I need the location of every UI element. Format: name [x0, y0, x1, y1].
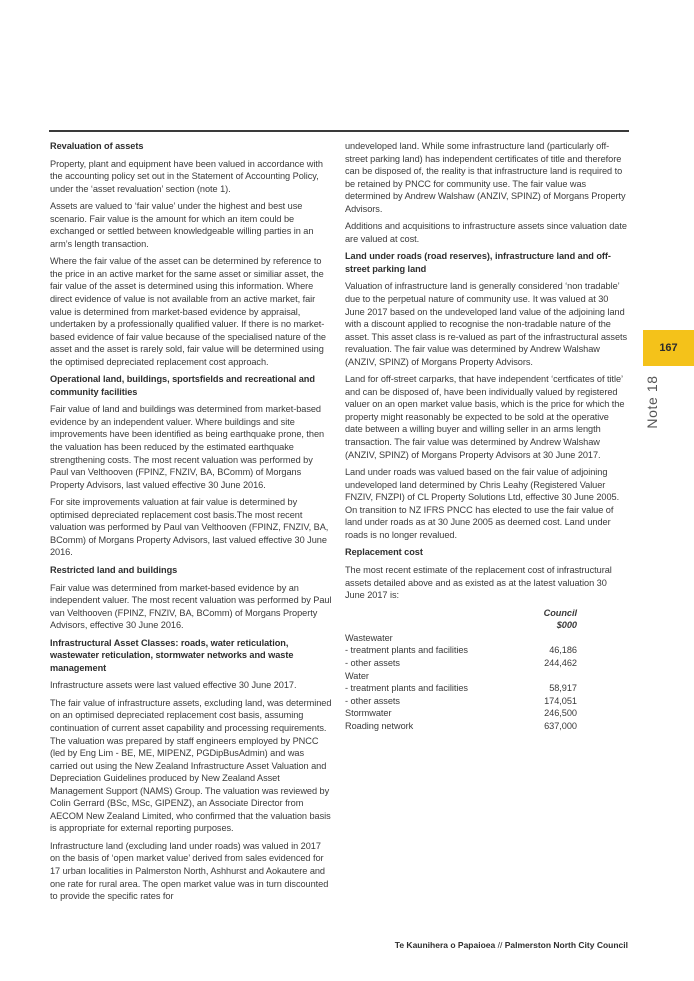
- row-label: - treatment plants and facilities: [345, 683, 468, 694]
- paragraph: Land under roads was valued based on the fair value of adjoining undeveloped land determined by Chris Leahy (Registered Valuer FNZIV, FNZPI) of CL Property Solutions Ltd, effective 30 June 2005. On transition to NZ IFRS PNCC has elected to use the fair value of land under roads as at 30 June 2005 as deemed cost. Land under roads is no longer revalued.: [345, 467, 620, 540]
- paragraph: The most recent estimate of the replacement cost of infrastructural assets detailed above and as existed as at the latest valuation 30 June 2017 is:: [345, 564, 612, 601]
- paragraph: Infrastructure assets were last valued effective 30 June 2017.: [50, 680, 297, 691]
- table-row: [345, 644, 577, 657]
- section-heading-operational-land: Operational land, buildings, sportsfields and recreational and community facilities: [50, 374, 315, 397]
- row-value: 46,186: [549, 645, 577, 656]
- section-heading-replacement-cost: Replacement cost: [345, 547, 423, 558]
- table-row: [345, 682, 577, 695]
- section-heading-land-under-roads: Land under roads (road reserves), infrastructure land and off-street parking land: [345, 251, 611, 274]
- row-value: 637,000: [544, 720, 577, 731]
- header-rule: [49, 130, 629, 132]
- column-header-unit: $000: [556, 620, 577, 631]
- page-footer: [395, 940, 628, 950]
- row-label: Stormwater: [345, 708, 392, 719]
- row-value: [528, 670, 578, 683]
- note-side-label: Note 18: [644, 375, 660, 429]
- replacement-cost-table: [345, 607, 577, 733]
- paragraph: For site improvements valuation at fair value is determined by optimised depreciated replacement cost basis.The most recent valuation was performed by Paul van Velthooven (FPINZ, FNZIV, BA, BComm) of Morgans Property Advisors, last valued effective 30 June 2016.: [50, 497, 329, 558]
- paragraph: Land for off-street carparks, that have independent ‘certficates of title’ and can be disposed of, have been individually valued by registered valuer on an open market value basis, which is the price for which the property might reasonably be expected to be sold at the operative date between a willing buyer and willing seller in an arms length transaction. The fair value was determined by Andrew Walshaw (ANZIV, SPINZ) of Morgans Property Advisors at 30 June 2017.: [345, 374, 625, 460]
- footer-council-maori: Te Kaunihera o Papaioea: [394, 940, 496, 950]
- table-row: [345, 707, 577, 720]
- page-number: 167: [659, 342, 678, 354]
- paragraph: Fair value was determined from market-based evidence by an independent valuer. The most recent valuation was performed by Paul van Velthooven (FPINZ, FNZIV, BA, BComm) of Morgans Property Advisors, effective 30 June 2016.: [50, 582, 332, 631]
- right-column: [345, 140, 628, 733]
- page-number-tab: [643, 330, 694, 366]
- paragraph: The fair value of infrastructure assets, excluding land, was determined on an optimised depreciated replacement cost basis, assuming continuation of current asset capability and processing requirements. The valuation was prepared by staff engineers employed by PNCC (led by Eng Lim - BE, ME, MIPENZ, PGDipBusAdmin) and was carried out using the New Zealand Infrastructure Asset Valuation and Depreciation Guidelines produced by New Zealand Asset Management Support (NAMS) Group. The valuation was reviewed by Colin Gerrard (BSc, MSc, GIPENZ), an Associate Director from AECOM New Zealand Limited, who confirmed that the valuation basis is appropriate for external reporting purposes.: [50, 697, 332, 834]
- table-row: [345, 695, 577, 708]
- paragraph: Valuation of infrastructure land is generally considered ‘non tradable’ due to the perpetual nature of community use. It was valued at 30 June 2017 based on the undeveloped land value of the adjoining land with a discount applied to recognise the non-tradable nature of the asset. This asset class is re-valued as part of the infrastructural assets revaluation. The fair value was determined by Andrew Walshaw (ANZIV, SPINZ) of Morgans Property Advisors.: [345, 281, 628, 367]
- row-value: 174,051: [544, 695, 577, 706]
- footer-separator: //: [497, 940, 503, 950]
- paragraph: Fair value of land and buildings was determined from market-based evidence by an independent valuer. Where buildings and site improvements have been identified as being earthquake prone, then the valuation has been reduced by the estimated earthquake strengthening costs. The most recent valuation was performed by Paul van Velthooven (FPINZ, FNZIV, BA, BComm) of Morgans Property Advisors, last valued effective 30 June 2016.: [50, 404, 325, 490]
- paragraph: Assets are valued to ‘fair value’ under the highest and best use scenario. Fair value is the amount for which an item could be exchanged or settled between knowledgeable willing parties in an arm’s length transaction.: [50, 201, 314, 249]
- paragraph: Where the fair value of the asset can be determined by reference to the price in an active market for the same asset or similiar asset, the fair value of the asset is determined using this information. Where direct evidence of value is not available from an active market, fair value is determined from market-based evidence by appraisal, undertaken by a professionally qualified valuer. If there is no market-based evidence of fair value because of the specialised nature of the asset and the asset is rarely sold, fair value will be determined using the optimised depreciated replacement cost approach.: [50, 256, 326, 367]
- table-row: [345, 632, 577, 645]
- paragraph: undeveloped land. While some infrastructure land (particularly off-street parking land) has independent certificates of title and therefore can be disposed of, the reality is that infrastructure land is required to be retained by PNCC for community use. The fair value was determined by Andrew Walshaw (ANZIV, SPINZ) of Morgans Property Advisors.: [345, 141, 626, 214]
- left-column: [50, 140, 333, 908]
- row-label: - other assets: [345, 657, 400, 668]
- paragraph: Property, plant and equipment have been valued in accordance with the accounting policy set out in the Statement of Accounting Policy, under the ‘asset revaluation’ section (note 1).: [50, 158, 323, 194]
- row-label: Water: [345, 670, 369, 681]
- footer-council-name: Palmerston North City Council: [504, 940, 628, 950]
- table-row: [345, 670, 577, 683]
- row-value: [528, 632, 578, 645]
- row-label: - other assets: [345, 695, 400, 706]
- paragraph: Infrastructure land (excluding land under roads) was valued in 2017 on the basis of ‘open market value’ derived from sales evidenced for 17 urban localities in Palmerston North, Ashhurst and Aokautere and one rate for rural area. The open market value was in turn discounted to provide the specific rates for: [50, 840, 329, 902]
- row-value: 244,462: [544, 657, 577, 668]
- row-value: 246,500: [544, 708, 577, 719]
- section-heading-infrastructural-assets: Infrastructural Asset Classes: roads, water reticulation, wastewater reticulation, stormwater networks and waste management: [50, 637, 294, 673]
- row-label: Roading network: [345, 720, 414, 731]
- section-heading-restricted-land: Restricted land and buildings: [50, 564, 178, 575]
- table-row: [345, 720, 577, 733]
- row-label: Wastewater: [345, 632, 393, 643]
- row-label: - treatment plants and facilities: [345, 645, 468, 656]
- section-heading-revaluation: Revaluation of assets: [50, 141, 144, 151]
- row-value: 58,917: [549, 683, 577, 694]
- table-row: [345, 657, 577, 670]
- column-header-council: Council: [543, 607, 577, 618]
- paragraph: Additions and acquisitions to infrastructure assets since valuation date are valued at cost.: [345, 221, 627, 244]
